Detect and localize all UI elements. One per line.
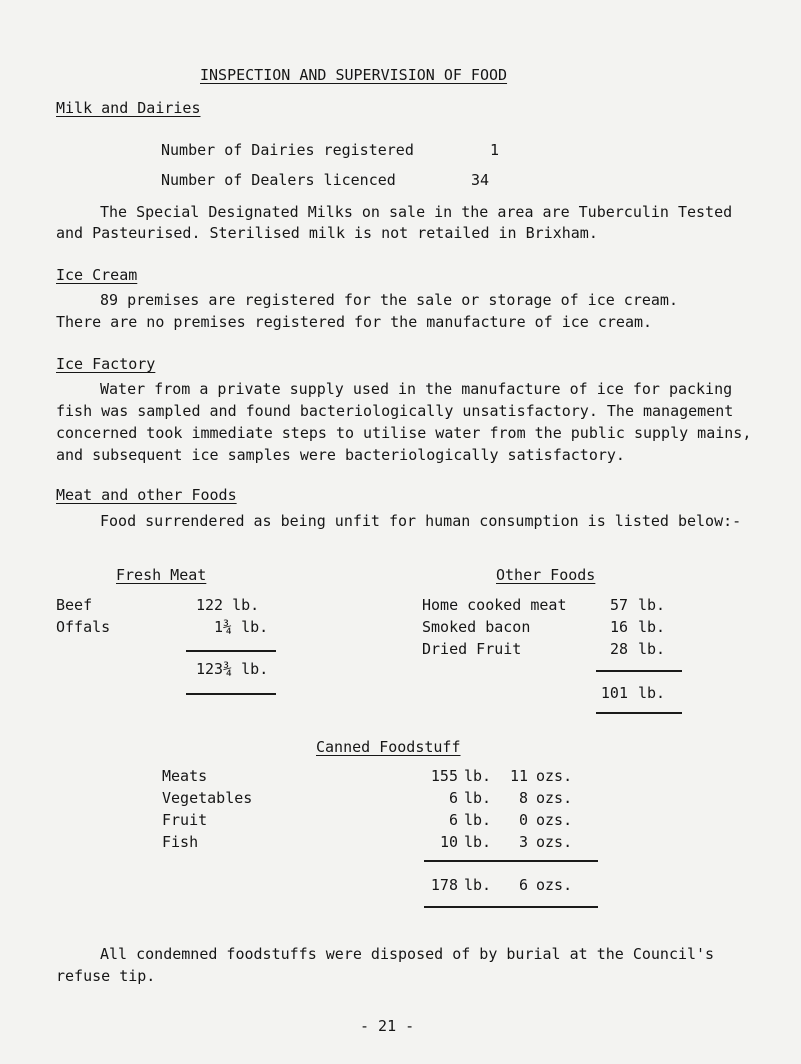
dealers-label: Number of Dealers licenced [161, 171, 396, 189]
canned-total-lb: 178 [430, 876, 458, 894]
dealers-value: 34 [471, 171, 490, 189]
other-item-num: 28 [609, 640, 628, 658]
fresh-total-rule [186, 693, 276, 695]
fresh-item-name: Beef [56, 596, 93, 614]
meat-intro: Food surrendered as being unfit for human consumption is listed below:- [100, 512, 742, 530]
fresh-item-name: Offals [56, 618, 111, 636]
ice-cream-para-line-1: 89 premises are registered for the sale or storage of ice cream. [100, 291, 678, 309]
canned-total-lb-unit: lb. [464, 876, 492, 894]
canned-lb-unit: lb. [464, 833, 492, 851]
other-item-name: Smoked bacon [422, 618, 531, 636]
canned-oz-unit: ozs. [536, 789, 573, 807]
canned-heading: Canned Foodstuff [316, 738, 461, 756]
canned-item-oz: 3 [518, 833, 528, 851]
ice-factory-para-line-2: fish was sampled and found bacteriologically unsatisfactory. The management [56, 402, 734, 420]
fresh-meat-heading: Fresh Meat [116, 566, 207, 584]
other-subtotal-rule [596, 670, 682, 672]
other-item-unit: lb. [638, 640, 666, 658]
other-total-num: 101 [600, 684, 628, 702]
fresh-item-qty: 122 lb. [196, 596, 260, 614]
page-number: - 21 - [360, 1017, 415, 1035]
fresh-subtotal-rule [186, 650, 276, 652]
canned-item-lb: 155 [430, 767, 458, 785]
canned-total-oz: 6 [518, 876, 528, 894]
canned-item-name: Meats [162, 767, 208, 785]
meat-heading: Meat and other Foods [56, 486, 237, 504]
other-total-unit: lb. [638, 684, 666, 702]
canned-item-lb: 6 [448, 811, 458, 829]
fresh-item-qty: 1¾ lb. [214, 618, 269, 636]
canned-lb-unit: lb. [464, 811, 492, 829]
other-item-unit: lb. [638, 596, 666, 614]
other-item-name: Dried Fruit [422, 640, 522, 658]
canned-oz-unit: ozs. [536, 811, 573, 829]
fresh-total: 123¾ lb. [196, 660, 269, 678]
ice-factory-para-line-4: and subsequent ice samples were bacteriologically satisfactory. [56, 446, 625, 464]
canned-oz-unit: ozs. [536, 767, 573, 785]
other-item-unit: lb. [638, 618, 666, 636]
canned-oz-unit: ozs. [536, 833, 573, 851]
page-title: INSPECTION AND SUPERVISION OF FOOD [200, 66, 508, 84]
milk-heading: Milk and Dairies [56, 99, 201, 117]
canned-lb-unit: lb. [464, 789, 492, 807]
ice-factory-para-line-3: concerned took immediate steps to utilise water from the public supply mains, [56, 424, 752, 442]
canned-item-lb: 6 [448, 789, 458, 807]
milk-para-line-1: The Special Designated Milks on sale in the area are Tuberculin Tested [100, 203, 733, 221]
closing-line-2: refuse tip. [56, 967, 156, 985]
milk-para-line-2: and Pasteurised. Sterilised milk is not retailed in Brixham. [56, 224, 598, 242]
canned-total-oz-unit: ozs. [536, 876, 573, 894]
canned-item-name: Fruit [162, 811, 208, 829]
canned-item-name: Fish [162, 833, 199, 851]
canned-item-oz: 8 [518, 789, 528, 807]
ice-factory-para-line-1: Water from a private supply used in the manufacture of ice for packing [100, 380, 733, 398]
dairies-value: 1 [490, 141, 500, 159]
closing-line-1: All condemned foodstuffs were disposed of by burial at the Council's [100, 945, 715, 963]
canned-item-name: Vegetables [162, 789, 253, 807]
ice-cream-heading: Ice Cream [56, 266, 138, 284]
canned-item-oz: 0 [518, 811, 528, 829]
other-total-rule [596, 712, 682, 714]
canned-subtotal-rule [424, 860, 598, 862]
canned-total-rule [424, 906, 598, 908]
other-item-num: 57 [609, 596, 628, 614]
other-item-name: Home cooked meat [422, 596, 567, 614]
ice-cream-para-line-2: There are no premises registered for the manufacture of ice cream. [56, 313, 653, 331]
dairies-label: Number of Dairies registered [161, 141, 414, 159]
canned-item-lb: 10 [439, 833, 458, 851]
other-foods-heading: Other Foods [496, 566, 596, 584]
other-item-num: 16 [609, 618, 628, 636]
ice-factory-heading: Ice Factory [56, 355, 156, 373]
canned-lb-unit: lb. [464, 767, 492, 785]
canned-item-oz: 11 [509, 767, 528, 785]
